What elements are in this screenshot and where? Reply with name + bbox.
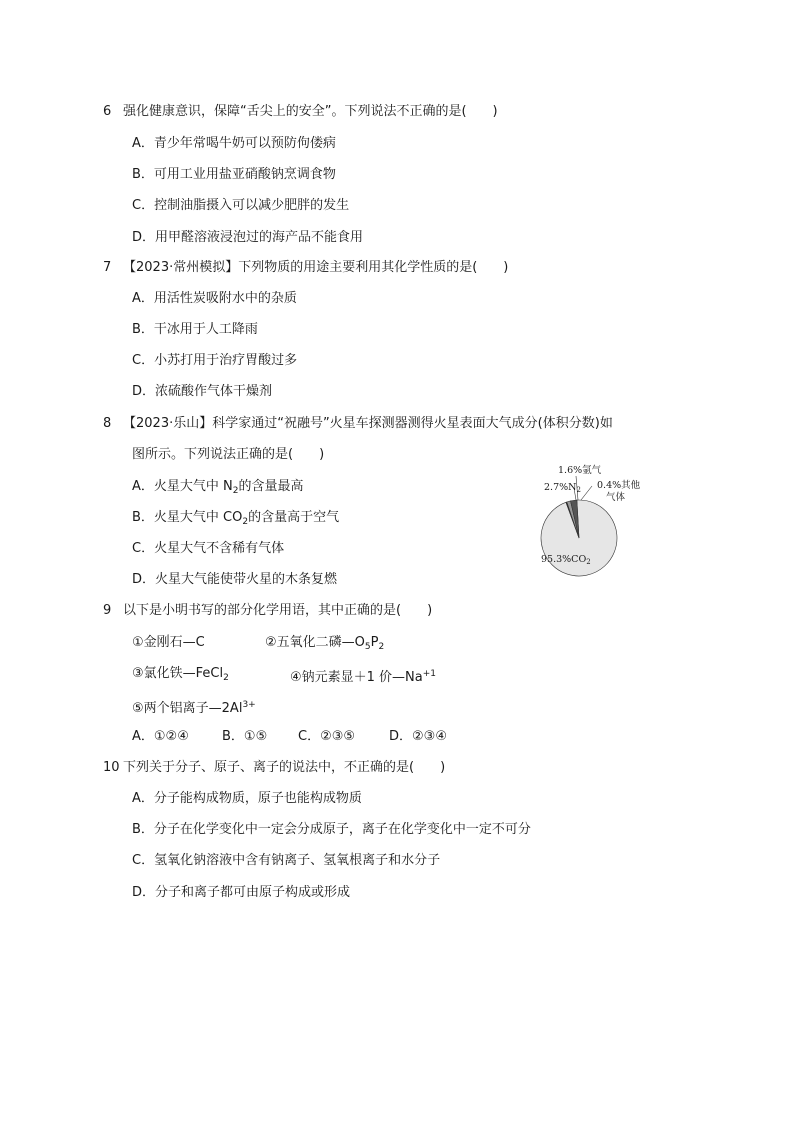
label-other-line-1: 0.4%其他 [597, 480, 641, 491]
item-2-text: ②五氧化二磷—O [265, 635, 365, 650]
question-7-option-a: A．用活性炭吸附水中的杂质 [132, 291, 297, 306]
question-8-stem-line-2: 图所示。下列说法正确的是( ) [132, 447, 325, 462]
subscript: 2 [378, 642, 385, 652]
question-10-option-c: C．氢氧化钠溶液中含有钠离子、氢氧根离子和水分子 [132, 853, 441, 868]
subscript: 2 [576, 486, 581, 494]
other-leader-line [581, 486, 592, 500]
question-9-choice-c: C．②③⑤ [298, 729, 356, 744]
question-7-option-c: C．小苏打用于治疗胃酸过多 [132, 353, 298, 368]
question-9-item-2 [265, 634, 384, 656]
label-argon: 1.6%氩气 [558, 465, 602, 476]
question-7-option-b: B．干冰用于人工降雨 [132, 322, 258, 337]
label-other-line-2: 气体 [606, 492, 626, 503]
question-10-option-a: A．分子能构成物质，原子也能构成物质 [132, 791, 362, 806]
question-10-option-d: D．分子和离子都可由原子构成或形成 [132, 885, 351, 900]
question-9-item-5 [132, 696, 256, 718]
question-9-number: 9 [103, 603, 112, 618]
subscript: 5 [364, 642, 371, 652]
question-6-stem: 强化健康意识，保障“舌尖上的安全”。下列说法不正确的是( ) [123, 104, 498, 119]
option-b-text: B．火星大气中 CO [132, 510, 243, 525]
option-b-text-end: 的含量高于空气 [248, 510, 340, 525]
subscript: 2 [242, 517, 249, 527]
question-8-option-d: D．火星大气能使带火星的木条复燃 [132, 572, 338, 587]
item-2-mid: P [370, 635, 379, 650]
option-a-text: A．火星大气中 N [132, 479, 233, 494]
question-8-stem-line-1: 【2023·乐山】科学家通过“祝融号”火星车探测器测得火星表面大气成分(体积分数)如 [123, 416, 613, 431]
question-10-number: 10 [103, 760, 120, 775]
question-10-option-b: B．分子在化学变化中一定会分成原子，离子在化学变化中一定不可分 [132, 822, 531, 837]
label-n2 [544, 482, 581, 496]
subscript: 2 [586, 558, 591, 566]
item-5-text: ⑤两个铝离子—2Al [132, 701, 243, 716]
superscript: +1 [422, 669, 437, 679]
label-n2-text: 2.7%N [544, 482, 577, 493]
question-9-choice-b: B．①⑤ [222, 729, 268, 744]
question-9-choice-d: D．②③④ [389, 729, 447, 744]
question-8-option-c: C．火星大气不含稀有气体 [132, 541, 285, 556]
question-8-option-a [132, 478, 304, 500]
question-7-number: 7 [103, 260, 112, 275]
item-3-text: ③氯化铁—FeCl [132, 666, 224, 681]
question-9-choice-a: A．①②④ [132, 729, 189, 744]
question-9-item-4 [290, 665, 436, 687]
question-8-number: 8 [103, 416, 112, 431]
label-co2-text: 95.3%CO [541, 554, 587, 565]
subscript: 2 [223, 673, 229, 683]
question-9-item-1: ①金刚石—C [132, 635, 205, 650]
question-7-option-d: D．浓硫酸作气体干燥剂 [132, 384, 273, 399]
question-9-item-3 [132, 665, 229, 687]
question-6-option-b: B．可用工业用盐亚硝酸钠烹调食物 [132, 167, 336, 182]
question-7-stem: 【2023·常州模拟】下列物质的用途主要利用其化学性质的是( ) [123, 260, 509, 275]
option-a-text-end: 的含量最高 [238, 479, 304, 494]
label-co2 [541, 554, 591, 568]
question-10-stem: 下列关于分子、原子、离子的说法中，不正确的是( ) [123, 760, 446, 775]
question-8-option-b [132, 509, 339, 531]
superscript: 3+ [242, 700, 256, 710]
item-4-text: ④钠元素显＋1 价—Na [290, 670, 423, 685]
question-6-option-d: D．用甲醛溶液浸泡过的海产品不能食用 [132, 230, 364, 245]
question-6-option-c: C．控制油脂摄入可以减少肥胖的发生 [132, 198, 350, 213]
question-6-option-a: A．青少年常喝牛奶可以预防佝偻病 [132, 136, 336, 151]
atmosphere-pie-chart [536, 462, 641, 582]
subscript: 2 [232, 486, 239, 496]
question-9-stem: 以下是小明书写的部分化学用语，其中正确的是( ) [123, 603, 433, 618]
question-6-number: 6 [103, 104, 112, 119]
